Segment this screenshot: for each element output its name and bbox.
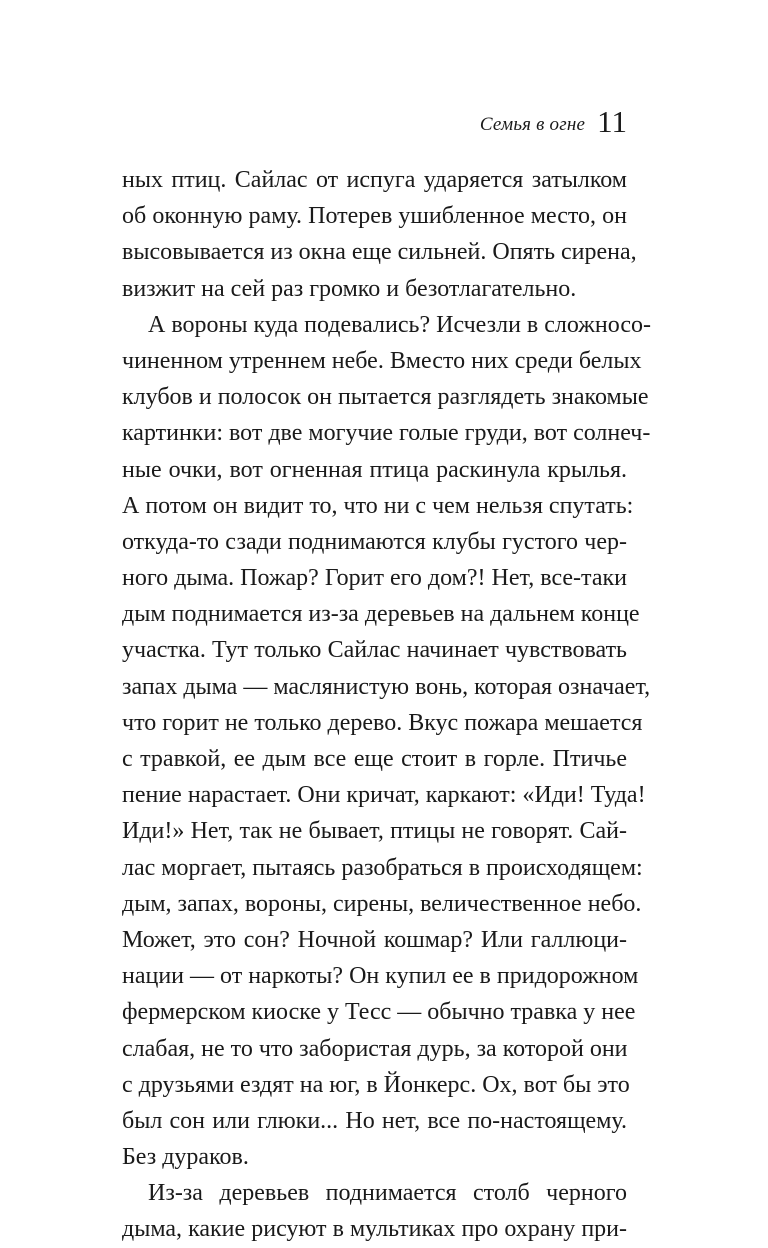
text-line: А потом он видит то, что ни с чем нельзя спутать: — [122, 492, 634, 519]
text-line: лас моргает, пытаясь разобраться в происходящем: — [122, 854, 643, 881]
text-line: дым, запах, вороны, сирены, величественное небо. — [122, 890, 642, 917]
text-line: Из-за деревьев поднимается столб черного — [148, 1180, 627, 1207]
text-line: откуда-то сзади поднимаются клубы густого чер- — [122, 528, 627, 555]
text-line: что горит не только дерево. Вкус пожара мешается — [122, 709, 643, 736]
text-line: Без дураков. — [122, 1144, 249, 1171]
body-text — [122, 162, 651, 1248]
text-line: запах дыма — маслянистую вонь, которая означает, — [122, 673, 651, 700]
text-line: визжит на сей раз громко и безотлагательно. — [122, 275, 577, 302]
text-line: с друзьями ездят на юг, в Йонкерс. Ох, вот бы это — [122, 1071, 630, 1098]
text-line: дыма, какие рисуют в мультиках про охрану при- — [122, 1216, 627, 1243]
text-line: Может, это сон? Ночной кошмар? Или галлюци- — [122, 926, 627, 953]
text-line: об оконную раму. Потерев ушибленное место, он — [122, 203, 627, 230]
text-line: ные очки, вот огненная птица раскинула крылья. — [122, 456, 627, 483]
text-line: ного дыма. Пожар? Горит его дом?! Нет, все-таки — [122, 565, 627, 592]
text-line: Иди!» Нет, так не бывает, птицы не говорят. Сай- — [122, 818, 627, 845]
running-head — [122, 104, 627, 140]
text-line: клубов и полосок он пытается разглядеть знакомые — [122, 384, 649, 411]
text-line: был сон или глюки... Но нет, все по-настоящему. — [122, 1107, 627, 1134]
text-line: чиненном утреннем небе. Вместо них среди белых — [122, 347, 642, 374]
text-line: участка. Тут только Сайлас начинает чувствовать — [122, 637, 627, 664]
text-line: пение нарастает. Они кричат, каркают: «Иди! Туда! — [122, 782, 646, 809]
text-line: ных птиц. Сайлас от испуга ударяется затылком — [122, 167, 627, 193]
text-line: картинки: вот две могучие голые груди, вот солнеч- — [122, 420, 651, 447]
text-line: нации — от наркоты? Он купил ее в придорожном — [122, 963, 639, 990]
running-title: Семья в огне — [479, 114, 586, 135]
text-line: слабая, не то что забористая дурь, за которой они — [122, 1035, 628, 1062]
text-line: А вороны куда подевались? Исчезли в сложносо- — [148, 311, 651, 338]
text-line: дым поднимается из-за деревьев на дальнем конце — [122, 601, 640, 628]
text-line: высовывается из окна еще сильней. Опять сирена, — [122, 239, 637, 266]
text-line: фермерском киоске у Тесс — обычно травка у нее — [122, 999, 636, 1026]
text-line: с травкой, ее дым все еще стоит в горле. Птичье — [122, 746, 627, 772]
page-number: 11 — [597, 104, 627, 139]
